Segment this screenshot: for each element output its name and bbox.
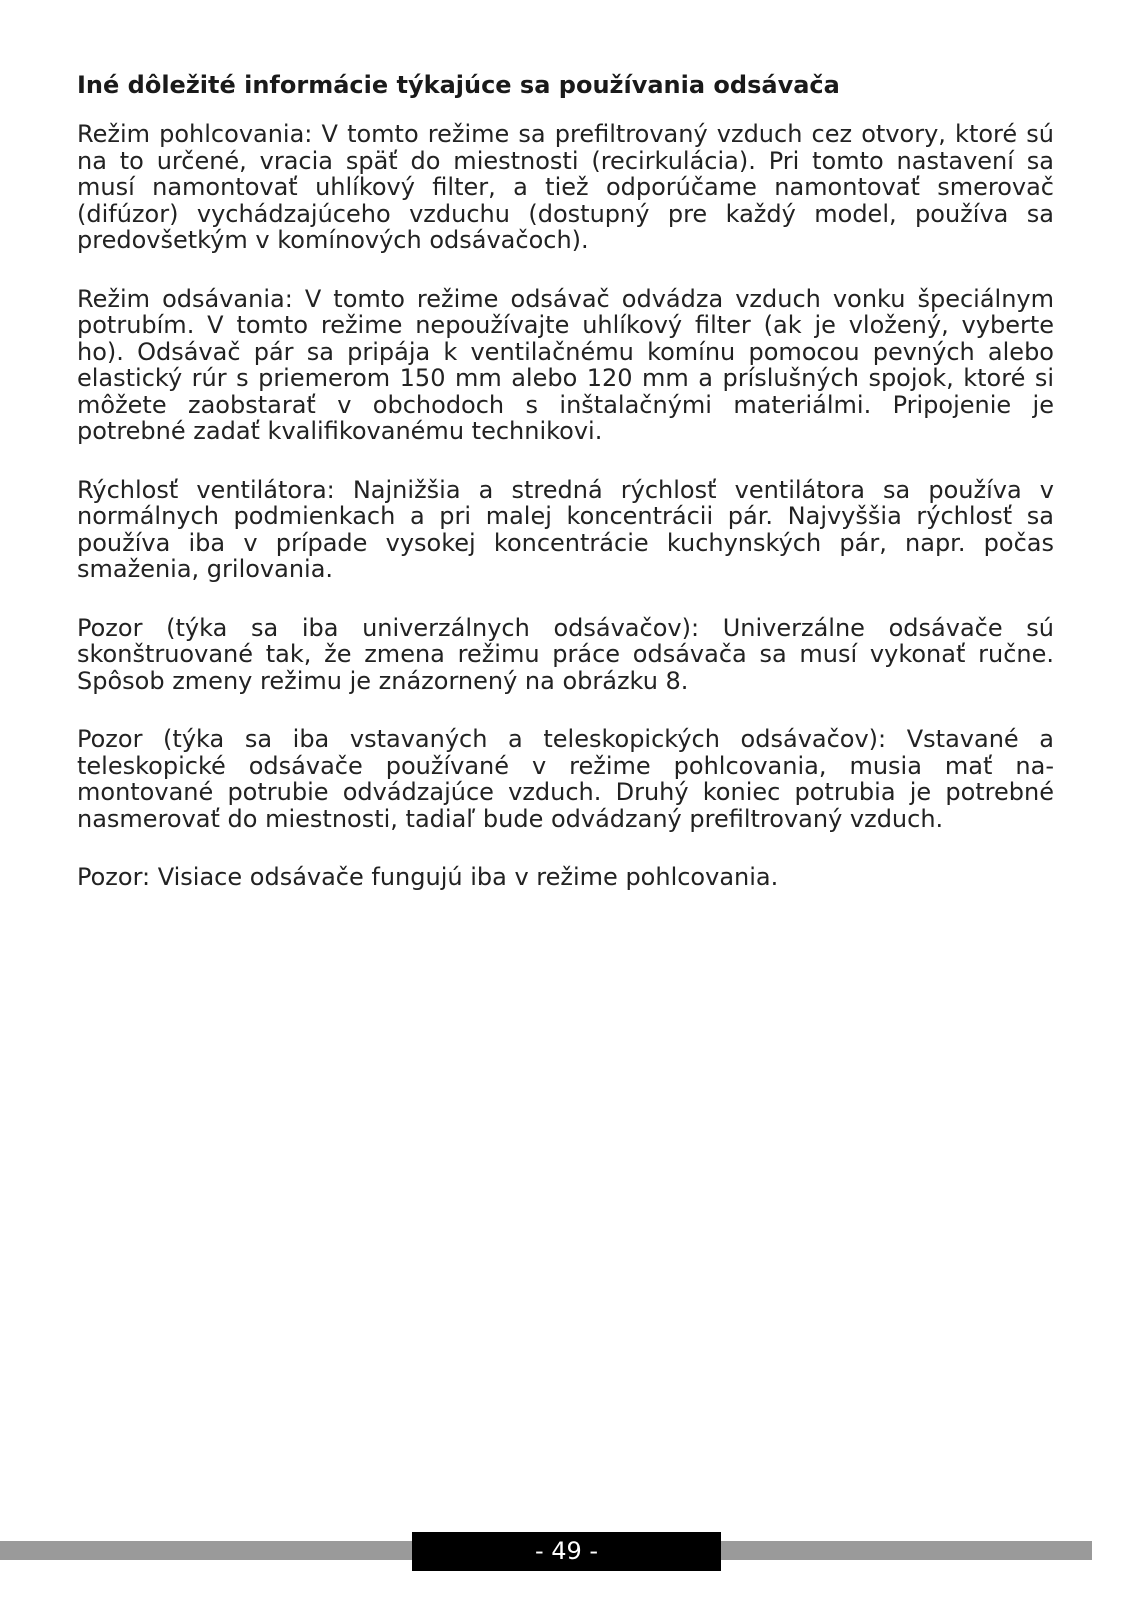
paragraph-recirculation-mode: Režim pohlcovania: V tomto režime sa prefiltrovaný vzduch cez otvory, ktoré sú na to určené, vracia späť do miestnosti (recirkulácia). Pri tomto nastavení sa musí namontovať uhlíkový filter, a tiež odporúčame namontovať smerovač (difúzor) vychádzajúceho vzduchu (dostupný pre každý model, používa sa predovšetkým v komínových odsávačoch).: [77, 120, 1054, 254]
paragraph-fan-speed: Rýchlosť ventilátora: Najnižšia a stredná rýchlosť ventilátora sa používa v normálnych podmienkach a pri malej koncentrácii pár. Najvyššia rýchlosť sa používa iba v prípade vysokej koncentrácie kuchynských pár, napr. počas smaženia, grilovania.: [77, 475, 1054, 583]
paragraph-extraction-mode: Režim odsávania: V tomto režime odsávač odvádza vzduch vonku špeciálnym potrubím. V tomto režime nepoužívajte uhlíkový filter (ak je vložený, vyberte ho). Odsávač pár sa pripája k ventilačnému komínu pomocou pevných alebo elastický rúr s priemerom 150 mm alebo 120 mm a príslušných spojok, ktoré si môžete zaobstarať v obchodoch s inštalačnými materiálmi. Pripojenie je potrebné zadať kvalifikovanému technikovi.: [77, 284, 1054, 445]
page-title: Iné dôležité informácie týkajúce sa používania odsávača: [77, 71, 840, 99]
page-content: [77, 70, 1054, 923]
paragraph-built-in-telescopic-note: Pozor (týka sa iba vstavaných a teleskopických odsávačov): Vstavané a teleskopické odsávače používané v režime pohlcovania, musia mať namontované potrubie odvádzajúce vzduch. Druhý koniec potrubia je potrebné nasmerovať do miestnosti, tadiaľ bude odvádzaný prefiltrovaný vzduch.: [77, 725, 1054, 833]
page-number: - 49 -: [412, 1532, 721, 1571]
paragraph-hanging-hoods-note: Pozor: Visiace odsávače fungujú iba v režime pohlcovania.: [77, 863, 779, 891]
paragraph-universal-hoods-note: Pozor (týka sa iba univerzálnych odsávačov): Univerzálne odsávače sú skonštruované tak, že zmena režimu práce odsávača sa musí vykonať ručne. Spôsob zmeny režimu je znázornený na obrázku 8.: [77, 613, 1054, 695]
